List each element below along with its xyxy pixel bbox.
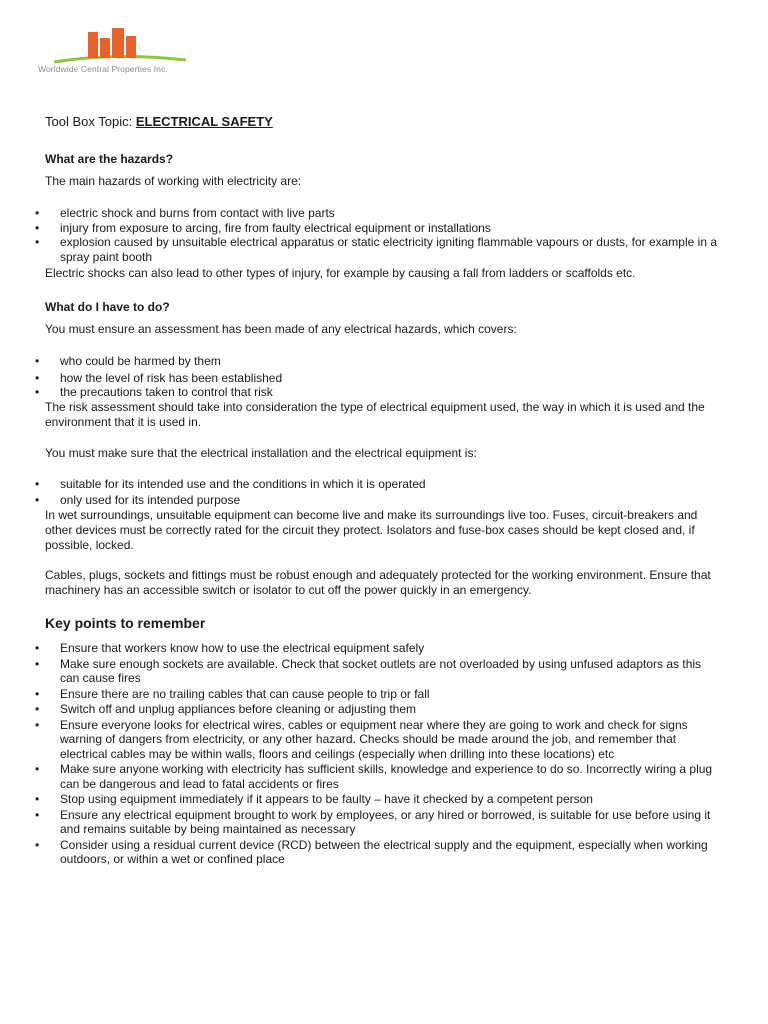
list-item: • electric shock and burns from contact with live parts [0,206,720,221]
todo-heading: What do I have to do? [45,300,170,314]
list-item: • how the level of risk has been established [0,371,720,386]
todo-intro: You must ensure an assessment has been made of any electrical hazards, which covers: [45,322,517,336]
list-item: • Make sure anyone working with electricity has sufficient skills, knowledge and experience to do so. Incorrectly wiring a plug can be dangerous and lead to fatal accidents or fires [0,762,720,791]
logo-building-1 [88,32,98,58]
list-item: • who could be harmed by them [0,354,720,369]
list-item: • injury from exposure to arcing, fire from faulty electrical equipment or installations [0,221,720,236]
list-item: • Ensure everyone looks for electrical wires, cables or equipment near where they are going to work and check for signs warning of dangers from electricity, or any other hazard. Checks should be made around the job, and remember that electrical cables may be within walls, floors and ceilings (especially when drilling into these locations) etc [0,718,720,762]
list-item: • Stop using equipment immediately if it appears to be faulty – have it checked by a competent person [0,792,720,807]
list-item: • Switch off and unplug appliances before cleaning or adjusting them [0,702,720,717]
list-item: • only used for its intended purpose [0,493,720,508]
cables-paragraph: Cables, plugs, sockets and fittings must be robust enough and adequately protected for the working environment. Ensure that machinery has an accessible switch or isolator to cut off the power quickly in an emergency. [45,568,711,597]
hazards-list [0,206,720,264]
install-intro-text: You must make sure that the electrical installation and the electrical equipment is: [45,446,477,460]
list-item: • Ensure there are no trailing cables that can cause people to trip or fall [0,687,720,702]
assessment-list [0,354,720,400]
wet-paragraph: In wet surroundings, unsuitable equipment can become live and make its surroundings live too. Fuses, circuit-breakers and other devices must be correctly rated for the circuit they protect. Isolators and fuse-box cases should be kept closed and, if possible, locked. [45,508,698,552]
risk-paragraph: The risk assessment should take into consideration the type of electrical equipment used, the way in which it is used and the environment that it is used in. [45,400,705,429]
install-list [0,477,720,507]
topic-line [45,114,273,129]
topic-prefix: Tool Box Topic: [45,114,133,129]
logo-building-2 [100,38,110,58]
logo-building-4 [126,36,136,58]
list-item: • Ensure that workers know how to use the electrical equipment safely [0,641,720,656]
hazards-intro: The main hazards of working with electricity are: [45,174,302,188]
list-item: • the precautions taken to control that risk [0,385,720,400]
list-item: • Consider using a residual current device (RCD) between the electrical supply and the equipment, especially when working outdoors, or within a wet or confined place [0,838,720,867]
logo-building-3 [112,28,124,58]
company-name: Worldwide Central Properties Inc. [38,64,168,74]
list-item: • explosion caused by unsuitable electrical apparatus or static electricity igniting flammable vapours or dusts, for example in a spray paint booth [0,235,720,264]
hazards-heading: What are the hazards? [45,152,174,166]
list-item: • suitable for its intended use and the conditions in which it is operated [0,477,720,492]
list-item: • Make sure enough sockets are available. Check that socket outlets are not overloaded by using unfused adaptors as this can cause fires [0,657,720,686]
topic-title: ELECTRICAL SAFETY [135,114,273,129]
hazards-note: Electric shocks can also lead to other types of injury, for example by causing a fall from ladders or scaffolds etc. [45,266,636,280]
key-points-heading: Key points to remember [45,615,206,631]
list-item: • Ensure any electrical equipment brought to work by employees, or any hired or borrowed, is suitable for use before using it and remains suitable by being maintained as necessary [0,808,720,837]
key-points-list [0,641,720,867]
